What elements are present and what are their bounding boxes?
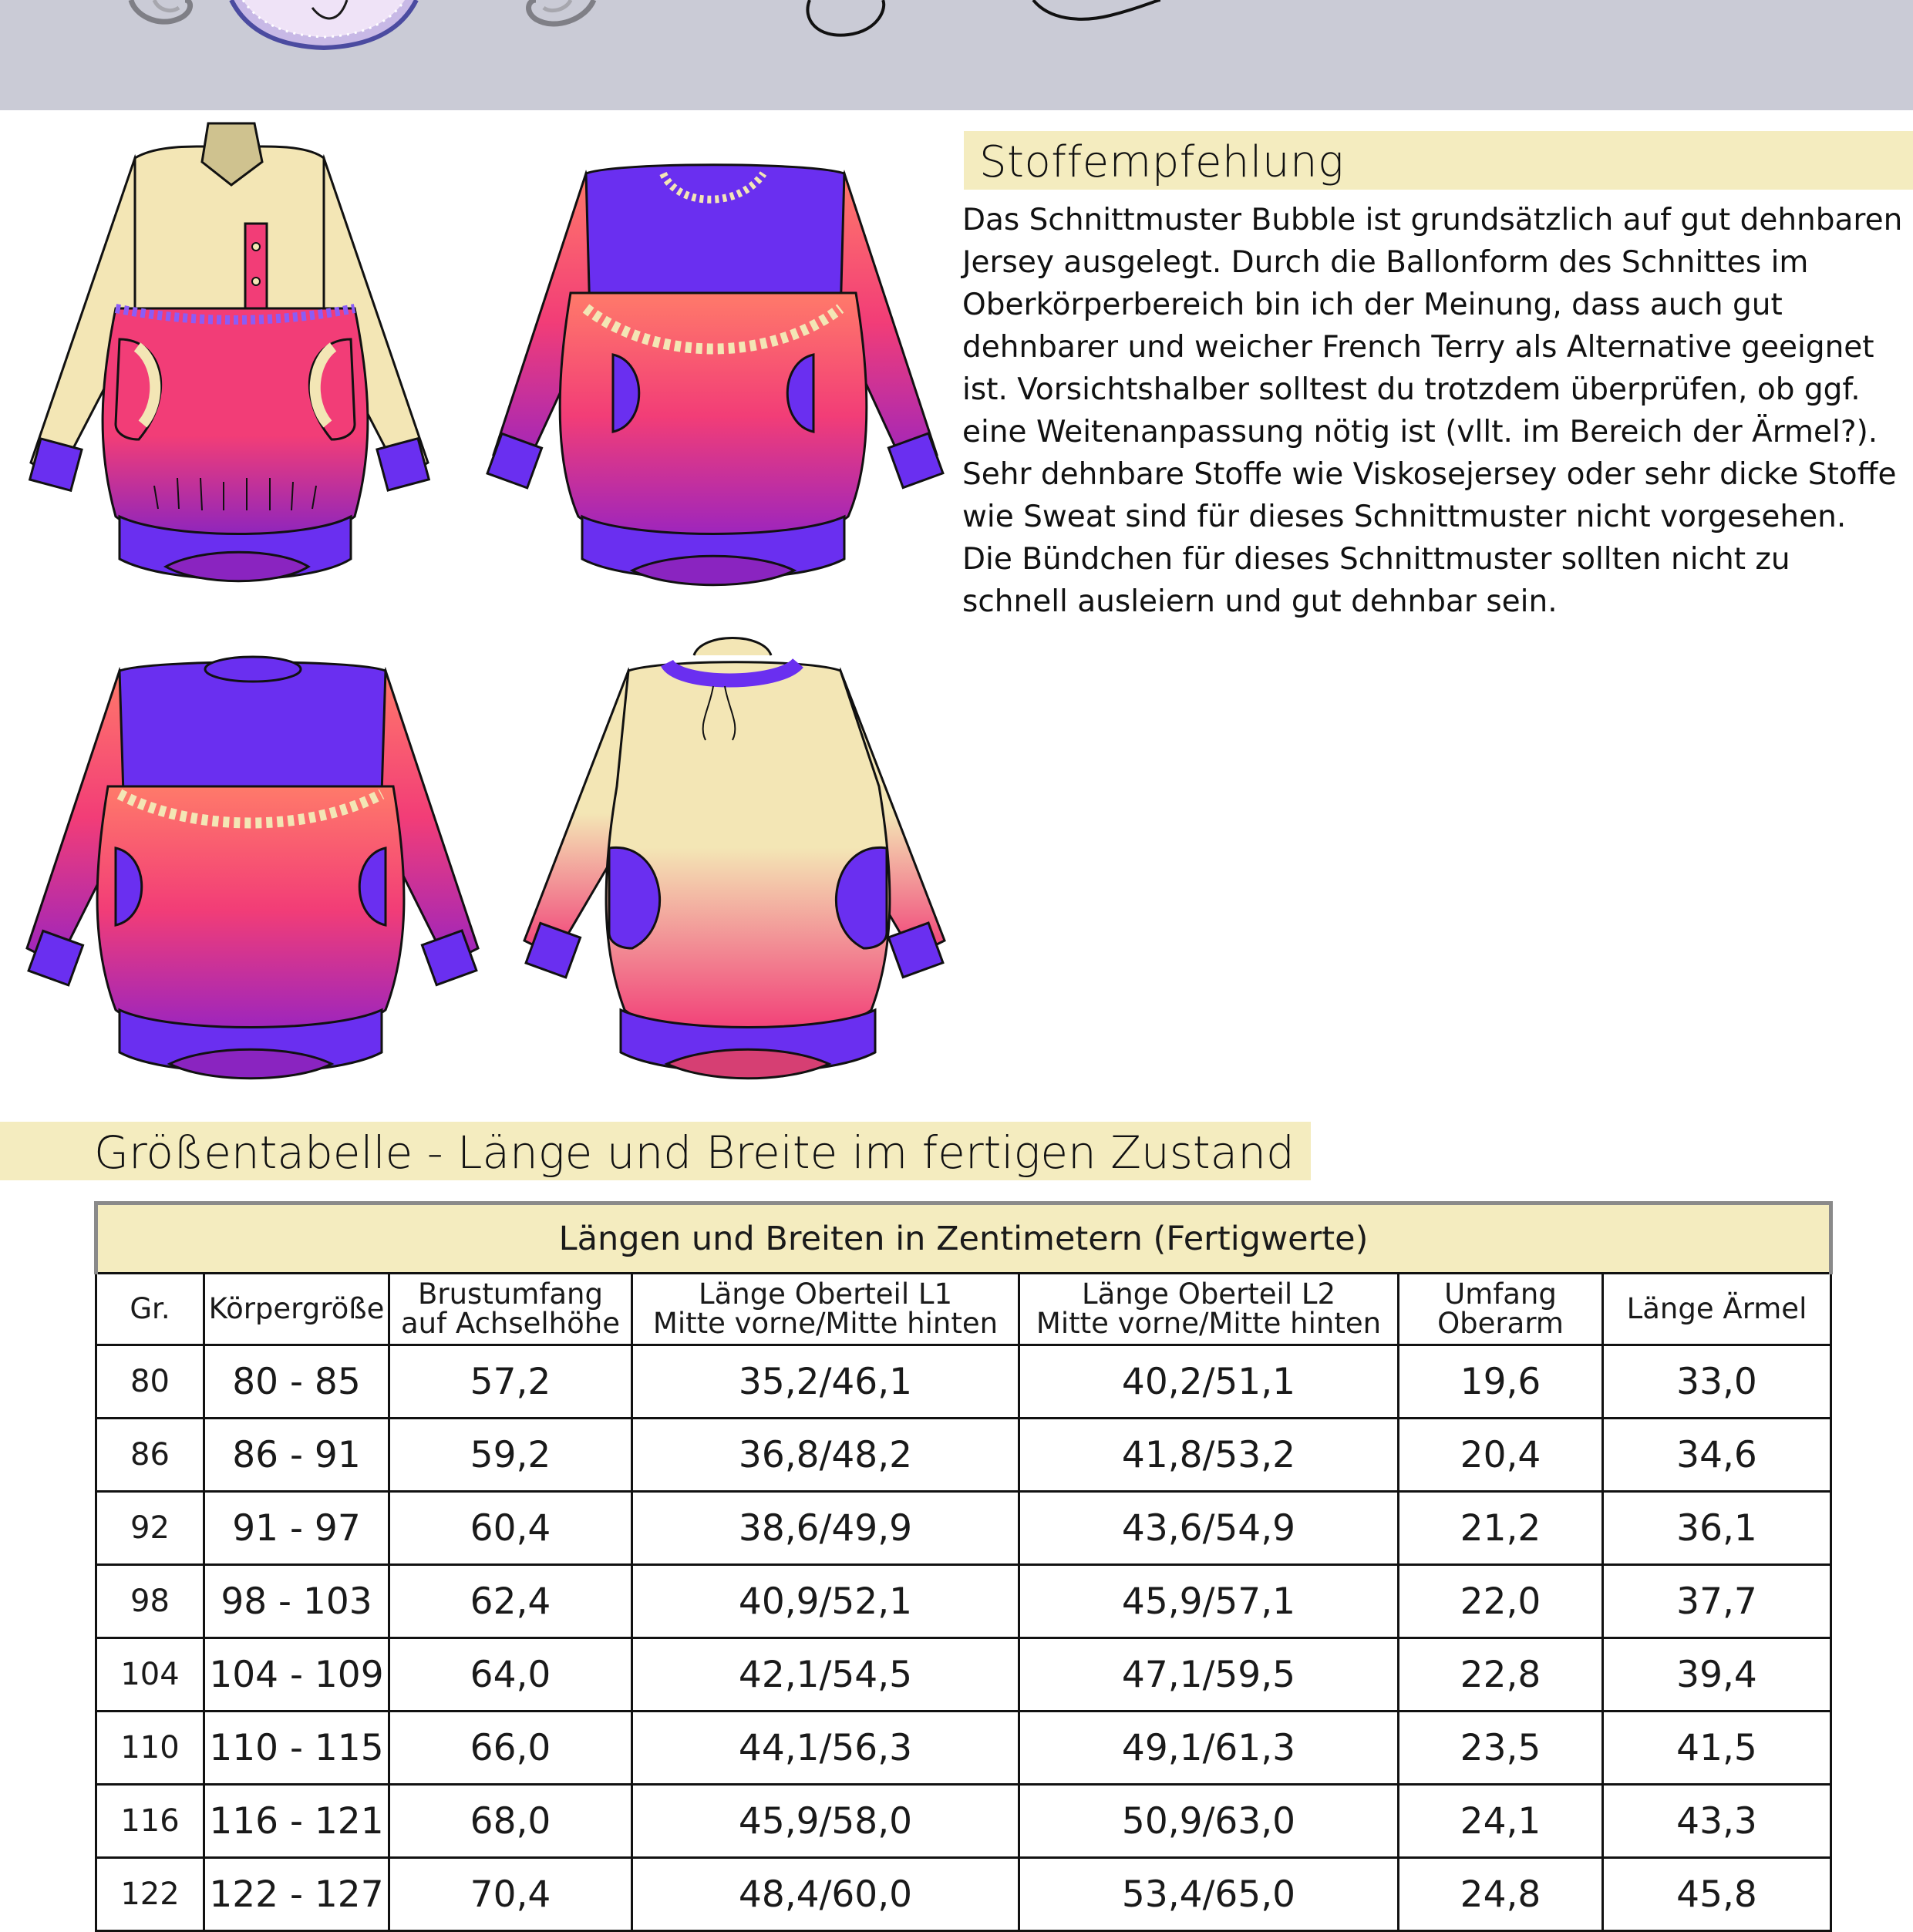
cell-koerpergroesse: 86 - 91	[204, 1419, 389, 1492]
header-brustumfang-line1: Brustumfang	[418, 1277, 603, 1311]
cell-koerpergroesse: 104 - 109	[204, 1638, 389, 1712]
cell-umfang-oberarm: 20,4	[1399, 1419, 1603, 1492]
table-row	[96, 1712, 1831, 1785]
cell-laenge-aermel: 34,6	[1603, 1419, 1831, 1492]
stoff-paragraph-2: Die Bündchen für dieses Schnittmuster sollten nicht zu schnell ausleiern und gut dehnbar sein.	[962, 542, 1790, 619]
table-row	[96, 1565, 1831, 1638]
cell-laenge-l2: 49,1/61,3	[1019, 1712, 1399, 1785]
cell-laenge-aermel: 36,1	[1603, 1492, 1831, 1565]
cell-laenge-l2: 50,9/63,0	[1019, 1785, 1399, 1858]
header-laenge-l2-line2: Mitte vorne/Mitte hinten	[1036, 1307, 1382, 1340]
cell-laenge-l2: 40,2/51,1	[1019, 1345, 1399, 1419]
garment-4	[524, 638, 945, 1079]
cell-laenge-l1: 48,4/60,0	[632, 1858, 1019, 1931]
table-row	[96, 1638, 1831, 1712]
stoff-title-bar	[964, 131, 1913, 190]
cell-gr: 86	[96, 1419, 204, 1492]
cell-laenge-aermel: 41,5	[1603, 1712, 1831, 1785]
cell-laenge-aermel: 45,8	[1603, 1858, 1831, 1931]
cell-laenge-l1: 40,9/52,1	[632, 1565, 1019, 1638]
header-laenge-l2-line1: Länge Oberteil L2	[1081, 1277, 1336, 1311]
header-umfang-line2: Oberarm	[1437, 1307, 1564, 1340]
cell-laenge-aermel: 33,0	[1603, 1345, 1831, 1419]
cell-koerpergroesse: 116 - 121	[204, 1785, 389, 1858]
size-table	[94, 1201, 1833, 1932]
cell-brustumfang: 66,0	[389, 1712, 632, 1785]
cell-laenge-aermel: 43,3	[1603, 1785, 1831, 1858]
cell-gr: 92	[96, 1492, 204, 1565]
cell-laenge-l1: 36,8/48,2	[632, 1419, 1019, 1492]
garment-3	[27, 657, 478, 1079]
cell-umfang-oberarm: 24,8	[1399, 1858, 1603, 1931]
cell-laenge-l2: 53,4/65,0	[1019, 1858, 1399, 1931]
cell-laenge-l2: 47,1/59,5	[1019, 1638, 1399, 1712]
cell-brustumfang: 64,0	[389, 1638, 632, 1712]
garment-2	[487, 165, 943, 585]
cell-brustumfang: 70,4	[389, 1858, 632, 1931]
cell-laenge-l2: 45,9/57,1	[1019, 1565, 1399, 1638]
size-table-caption: Längen und Breiten in Zentimetern (Fertigwerte)	[96, 1203, 1831, 1274]
size-table-title-bar	[0, 1122, 1311, 1180]
cell-umfang-oberarm: 22,8	[1399, 1638, 1603, 1712]
cell-koerpergroesse: 122 - 127	[204, 1858, 389, 1931]
garment-illustrations	[0, 116, 964, 1118]
cell-gr: 80	[96, 1345, 204, 1419]
header-laenge-l2	[1019, 1274, 1399, 1345]
cell-laenge-l2: 43,6/54,9	[1019, 1492, 1399, 1565]
cell-gr: 98	[96, 1565, 204, 1638]
stoff-text	[962, 199, 1903, 623]
header-laenge-aermel: Länge Ärmel	[1603, 1274, 1831, 1345]
cell-gr: 116	[96, 1785, 204, 1858]
logo-ornament	[0, 0, 1913, 110]
table-row	[96, 1345, 1831, 1419]
header-umfang-line1: Umfang	[1444, 1277, 1557, 1311]
cell-brustumfang: 62,4	[389, 1565, 632, 1638]
table-row	[96, 1858, 1831, 1931]
header-brustumfang	[389, 1274, 632, 1345]
cell-umfang-oberarm: 22,0	[1399, 1565, 1603, 1638]
header-gr: Gr.	[96, 1274, 204, 1345]
header-laenge-l1-line1: Länge Oberteil L1	[698, 1277, 953, 1311]
cell-umfang-oberarm: 19,6	[1399, 1345, 1603, 1419]
cell-laenge-l1: 35,2/46,1	[632, 1345, 1019, 1419]
table-row	[96, 1419, 1831, 1492]
header-band	[0, 0, 1913, 110]
cell-brustumfang: 57,2	[389, 1345, 632, 1419]
cell-laenge-l1: 45,9/58,0	[632, 1785, 1019, 1858]
cell-laenge-l1: 38,6/49,9	[632, 1492, 1019, 1565]
garment-1	[30, 123, 429, 581]
header-brustumfang-line2: auf Achselhöhe	[401, 1307, 620, 1340]
cell-gr: 104	[96, 1638, 204, 1712]
cell-koerpergroesse: 98 - 103	[204, 1565, 389, 1638]
header-umfang-oberarm	[1399, 1274, 1603, 1345]
stoff-title: Stoffempfehlung	[979, 137, 1345, 187]
header-laenge-l1	[632, 1274, 1019, 1345]
cell-laenge-aermel: 37,7	[1603, 1565, 1831, 1638]
cell-laenge-l1: 44,1/56,3	[632, 1712, 1019, 1785]
table-row	[96, 1492, 1831, 1565]
size-table-title: Größentabelle - Länge und Breite im fertigen Zustand	[94, 1126, 1295, 1179]
cell-laenge-aermel: 39,4	[1603, 1638, 1831, 1712]
stoff-paragraph-1: Das Schnittmuster Bubble ist grundsätzlich auf gut dehnbaren Jersey ausgelegt. Durch die Ballonform des Schnittes im Oberkörperbereich bin ich der Meinung, dass auch gut dehnbarer und weicher French Terry als Alternative geeignet ist. Vorsichtshalber solltest du trotzdem überprüfen, ob ggf. eine Weitenanpassung nötig ist (vllt. im Bereich der Ärmel?). Sehr dehnbare Stoffe wie Viskosejersey oder sehr dicke Stoffe wie Sweat sind für dieses Schnittmuster nicht vorgesehen.	[962, 203, 1903, 534]
header-koerpergroesse: Körpergröße	[204, 1274, 389, 1345]
table-row	[96, 1785, 1831, 1858]
cell-brustumfang: 68,0	[389, 1785, 632, 1858]
cell-brustumfang: 59,2	[389, 1419, 632, 1492]
cell-laenge-l2: 41,8/53,2	[1019, 1419, 1399, 1492]
cell-gr: 122	[96, 1858, 204, 1931]
size-table-header-row	[96, 1274, 1831, 1345]
header-laenge-l1-line2: Mitte vorne/Mitte hinten	[652, 1307, 999, 1340]
cell-umfang-oberarm: 21,2	[1399, 1492, 1603, 1565]
cell-laenge-l1: 42,1/54,5	[632, 1638, 1019, 1712]
cell-koerpergroesse: 110 - 115	[204, 1712, 389, 1785]
cell-koerpergroesse: 91 - 97	[204, 1492, 389, 1565]
cell-umfang-oberarm: 24,1	[1399, 1785, 1603, 1858]
cell-gr: 110	[96, 1712, 204, 1785]
cell-koerpergroesse: 80 - 85	[204, 1345, 389, 1419]
cell-umfang-oberarm: 23,5	[1399, 1712, 1603, 1785]
cell-brustumfang: 60,4	[389, 1492, 632, 1565]
